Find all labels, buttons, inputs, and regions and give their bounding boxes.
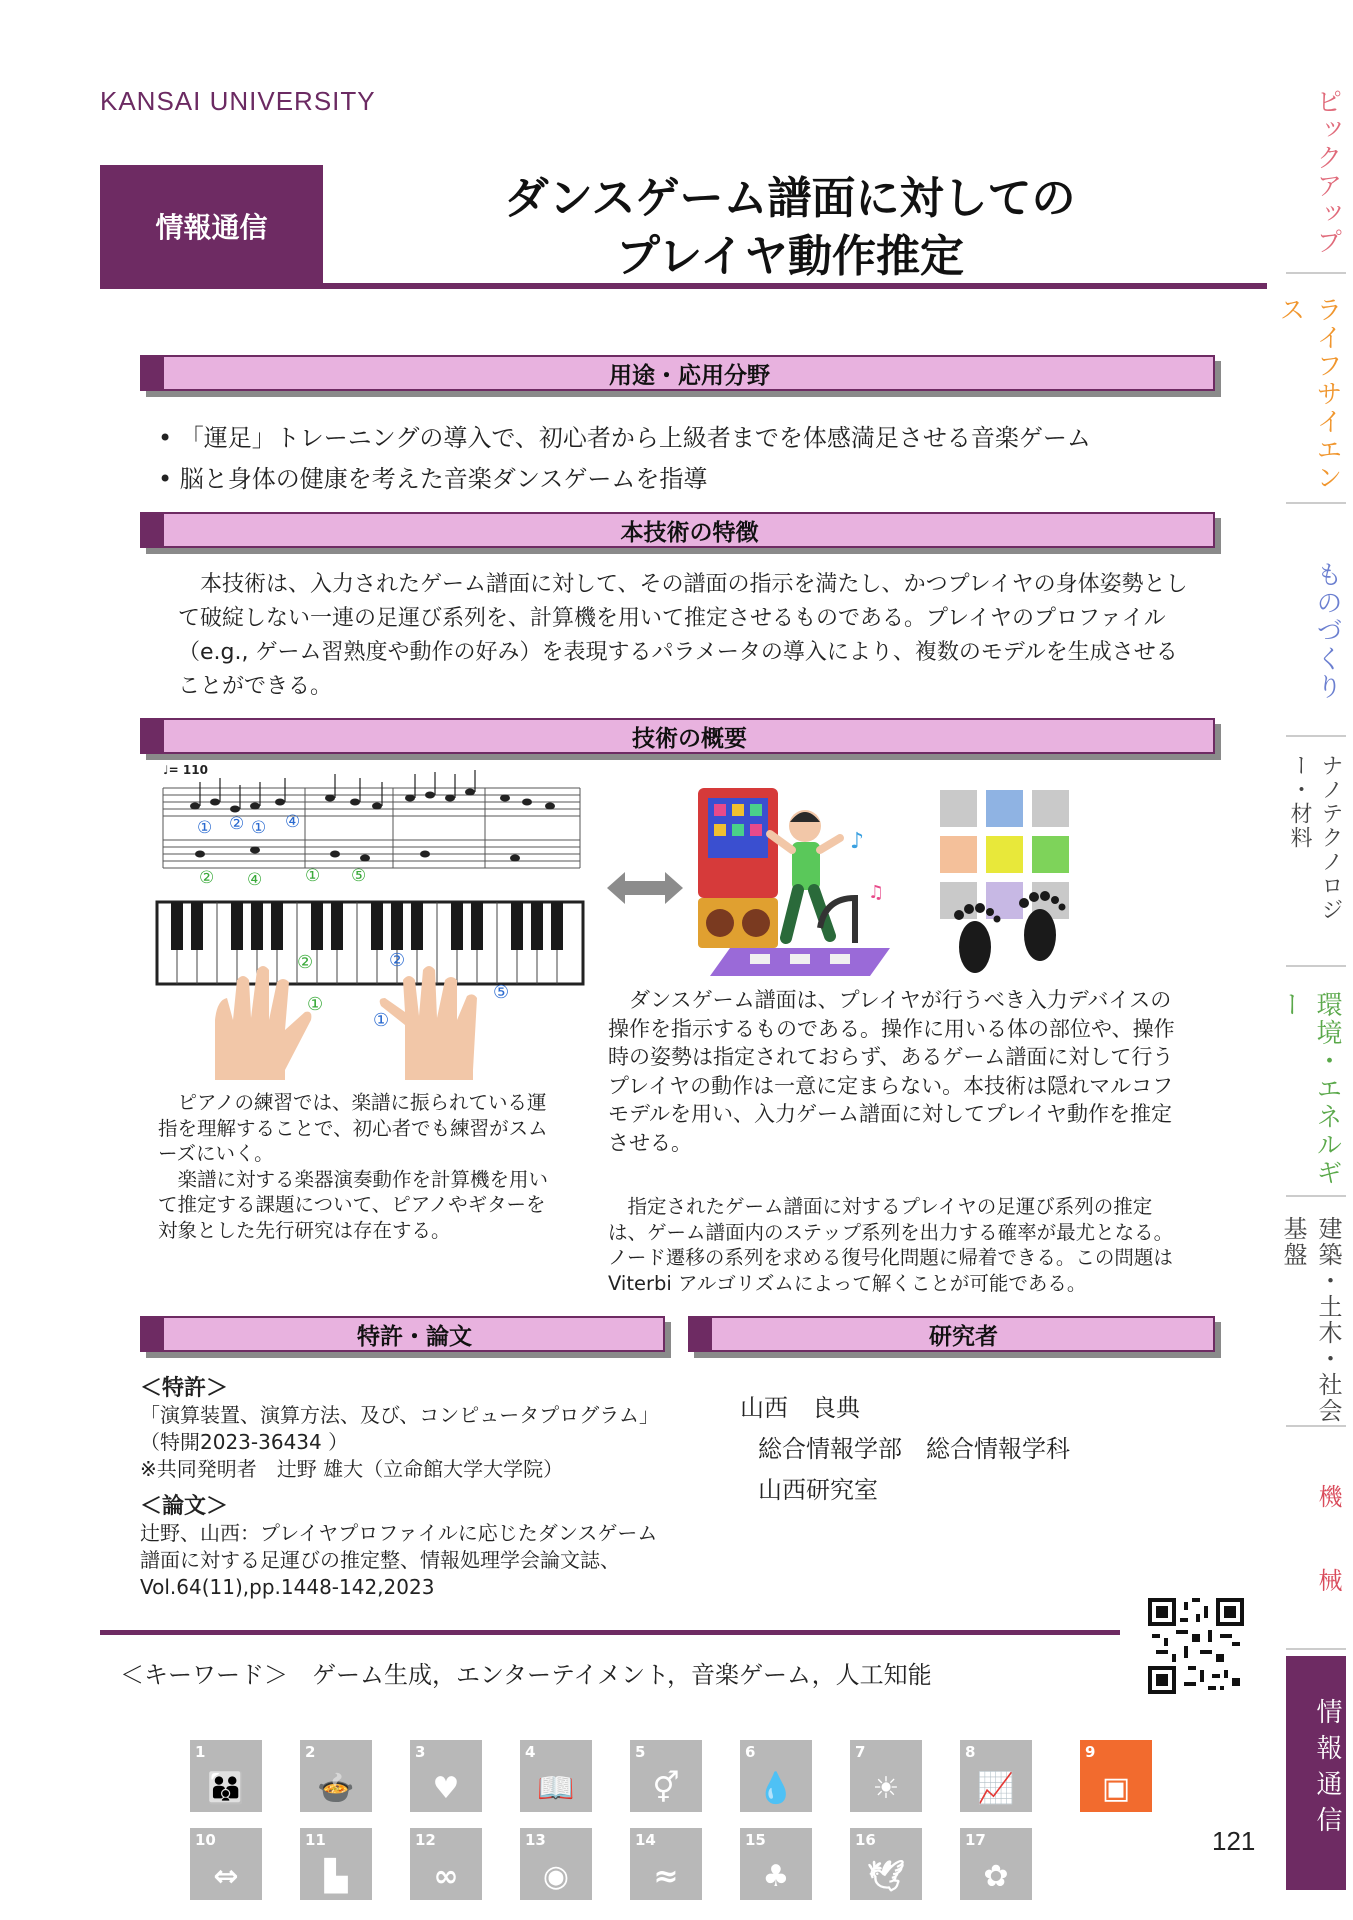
patents-section-header [140, 1316, 665, 1352]
piano-description: ピアノの練習では、楽譜に振られている運指を理解することで、初心者でも練習がスムーズにいく。 楽譜に対する楽器演奏動作を計算機を用いて推定する課題について、ピアノやギターを対象とした先行研究は存在する。 [158, 1091, 549, 1242]
dance-description: ダンスゲーム譜面は、プレイヤが行うべき入力デバイスの操作を指示するものである。操作に用いる体の部位や、操作時の姿勢は指定されておらず、あるゲーム譜面に対して行うプレイヤの動作は一意に定まらない。本技術は隠れマルコフモデルを用い、入力ゲーム譜面に対してプレイヤ動作を推定させる。 [608, 988, 1175, 1155]
category-badge: 情報通信 [100, 165, 323, 287]
title-line-1: ダンスゲーム譜面に対しての [504, 173, 1076, 224]
qr-code[interactable] [1148, 1598, 1244, 1694]
patent-title: 「演算装置、演算方法、及び、コンピュータプログラム」 [140, 1403, 659, 1427]
paper-line: 譜面に対する足運びの推定整、情報処理学会論文誌、 [140, 1548, 620, 1572]
sdg-goal-icon: 2 🍲 [300, 1740, 372, 1812]
university-name: KANSAI UNIVERSITY [100, 86, 376, 116]
tempo-mark: ♩= 110 [163, 763, 208, 777]
researcher-dept: 総合情報学部 総合情報学科 [758, 1435, 1070, 1463]
sdg-goal-icon: 6 💧 [740, 1740, 812, 1812]
grid-cell [1032, 790, 1069, 827]
footprints-icon [945, 885, 1075, 985]
page-title [350, 170, 1230, 286]
dance-game-illustration [690, 778, 900, 978]
sidebar-item-architecture[interactable]: 建築・土木・社会基盤 [1279, 1216, 1342, 1424]
sdg-goal-icon: 12 ∞ [410, 1828, 482, 1900]
sdg-goal-icon: 16 🕊 [850, 1828, 922, 1900]
sidebar-item-environment[interactable]: 環境・エネルギー [1275, 991, 1342, 1187]
sheet-music-illustration [155, 763, 585, 890]
patent-coinventor: ※共同発明者 辻野 雄大（立命館大学大学院） [140, 1457, 564, 1481]
sidebar-item-it[interactable]: 情報通信 [1286, 1656, 1346, 1890]
sdg-goal-icon: 17 ✿ [960, 1828, 1032, 1900]
sdg-goal-icon: 8 📈 [960, 1740, 1032, 1812]
usage-section-header [140, 355, 1215, 391]
usage-bullet: • 「運足」トレーニングの導入で、初心者から上級者までを体感満足させる音楽ゲーム [180, 418, 1091, 459]
sdg-goal-icon: 3 ♥ [410, 1740, 482, 1812]
grid-cell [986, 790, 1023, 827]
researcher-heading: 研究者 [929, 1323, 998, 1350]
hand-finger-mark: ① [373, 1010, 390, 1031]
patents-heading: 特許・論文 [357, 1323, 472, 1350]
researcher-name: 山西 良典 [740, 1394, 860, 1422]
svg-text:♫: ♫ [868, 882, 885, 903]
hand-finger-mark: ② [389, 950, 406, 971]
sdg-goal-icon: 5 ⚥ [630, 1740, 702, 1812]
finger-number-upper: ① [197, 818, 213, 838]
sdg-goal-icon: 14 ≈ [630, 1828, 702, 1900]
sidebar-item-monozukuri[interactable]: ものづくり [1312, 561, 1342, 701]
finger-number-upper: ② [229, 814, 245, 834]
grid-cell [1032, 836, 1069, 873]
patent-label: ＜特許＞ [140, 1376, 229, 1401]
hand-finger-mark: ② [297, 952, 314, 973]
sdg-goal-icon: 10 ⇔ [190, 1828, 262, 1900]
patents-content [140, 1375, 680, 1601]
paper-label: ＜論文＞ [140, 1494, 229, 1519]
features-text: 本技術は、入力されたゲーム譜面に対して、その譜面の指示を満たし、かつプレイヤの身体姿勢として破綻しない一連の足運び系列を、計算機を用いて推定させるものである。プレイヤのプロファイル（e.g., ゲーム習熟度や動作の好み）を表現するパラメータの導入により、複数のモデルを生成させることができる。 [178, 572, 1188, 699]
sidebar-item-pickup[interactable]: ピックアップ [1312, 88, 1342, 256]
sdg-goal-icon: 11 ▙ [300, 1828, 372, 1900]
double-arrow-icon [605, 868, 685, 908]
sidebar-item-machinery[interactable]: 機 械 [1314, 1484, 1342, 1610]
title-divider [100, 283, 1267, 289]
sdg-goal-icon: 15 ♣ [740, 1828, 812, 1900]
usage-bullet: • 脳と身体の健康を考えた音楽ダンスゲームを指導 [180, 459, 1091, 500]
patent-number: （特開2023-36434 ） [140, 1430, 349, 1454]
piano-hands-illustration [155, 900, 585, 1080]
finger-number-upper: ① [251, 818, 267, 838]
page-number: 121 [1212, 1826, 1256, 1856]
finger-number-lower: ④ [247, 870, 263, 890]
grid-cell [940, 836, 977, 873]
features-heading: 本技術の特徴 [620, 519, 759, 546]
features-section-header [140, 512, 1215, 548]
researcher-content [740, 1388, 1070, 1511]
hand-finger-mark: ⑤ [493, 982, 510, 1003]
sheet-music-staff [155, 768, 585, 888]
sidebar-item-nanotech[interactable]: ナノテクノロジー・材料 [1287, 754, 1343, 922]
finger-number-lower: ⑤ [351, 866, 367, 886]
sdg-goal-icon: 7 ☀ [850, 1740, 922, 1812]
grid-cell [940, 790, 977, 827]
sdg-goal-9-icon: 9 ▣ [1080, 1740, 1152, 1812]
keyword-divider [100, 1630, 1120, 1635]
hand-finger-mark: ① [307, 994, 324, 1015]
researcher-section-header [688, 1316, 1215, 1352]
usage-bullet-list [180, 418, 1091, 500]
grid-cell [986, 836, 1023, 873]
overview-heading: 技術の概要 [632, 725, 747, 752]
finger-number-lower: ① [305, 866, 321, 886]
sidebar-item-life-science[interactable]: ライフサイエンス [1275, 296, 1342, 492]
sdg-goal-icon: 1 👪 [190, 1740, 262, 1812]
finger-number-upper: ④ [285, 812, 301, 832]
usage-heading: 用途・応用分野 [609, 362, 770, 389]
svg-text:♪: ♪ [850, 829, 865, 854]
keywords: ＜キーワード＞ ゲーム生成，エンターテイメント，音楽ゲーム，人工知能 [120, 1661, 932, 1689]
paper-line: Vol.64(11),pp.1448-142,2023 [140, 1575, 435, 1599]
sdg-goal-icon: 13 ◉ [520, 1828, 592, 1900]
finger-number-lower: ② [199, 868, 215, 888]
paper-line: 辻野、山西：プレイヤプロファイルに応じたダンスゲーム [140, 1521, 658, 1545]
piano-keyboard [155, 900, 585, 1080]
sdg-icons [190, 1740, 1070, 1910]
overview-section-header [140, 718, 1215, 754]
sdg-goal-icon: 4 📖 [520, 1740, 592, 1812]
title-line-2: プレイヤ動作推定 [615, 231, 965, 282]
researcher-lab: 山西研究室 [758, 1476, 878, 1504]
viterbi-description: 指定されたゲーム譜面に対するプレイヤの足運び系列の推定は、ゲーム譜面内のステップ系列を出力する確率が最尤となる。ノード遷移の系列を求める復号化問題に帰着できる。この問題はViterbi アルゴリズムによって解くことが可能である。 [608, 1195, 1174, 1295]
